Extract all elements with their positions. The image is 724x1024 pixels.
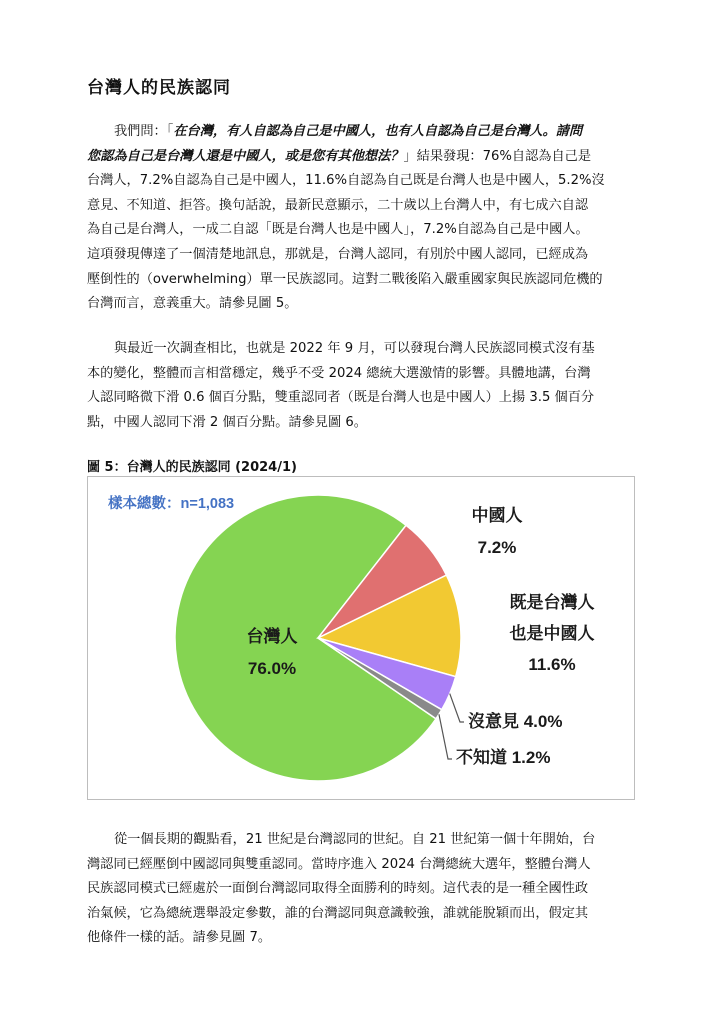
emphasized-question-text: 在台灣，有人自認為自己是中國人，也有人自認為自己是台灣人。請問 [173,124,583,139]
paragraph-line [87,853,639,878]
body-text: 我們問：「 [114,124,174,139]
body-text: 灣認同已經壓倒中國認同與雙重認同。當時序進入 2024 台灣總統大選年，整體台灣人 [87,856,591,872]
body-text: 人認同略微下滑 0.6 個百分點，雙重認同者（既是台灣人也是中國人）上揚 3.5 個百分 [87,390,595,406]
figure-5-pie-chart [87,476,635,800]
leader-line-no-opinion [450,694,464,722]
emphasized-question-text: 您認為自己是台灣人還是中國人，或是您有其他想法？ [87,148,404,164]
body-text: 他條件一樣的話。請參見圖 7。 [87,930,272,946]
pie-label-2-line-1: 也是中國人 [509,624,595,643]
pie-slices [175,495,461,781]
body-text: 為自己是台灣人，一成二自認「既是台灣人也是中國人」，7.2%自認為自己是中國人。 [87,222,589,238]
section-heading: 台灣人的民族認同 [87,78,231,98]
paragraph-line [87,926,639,951]
body-text: 這項發現傳達了一個清楚地訊息，那就是，台灣人認同，有別於中國人認同，已經成為 [87,246,589,262]
paragraph-line [87,218,639,243]
figure-caption: 圖 5：台灣人的民族認同 (2024/1) [87,460,297,475]
body-text: 從一個長期的觀點看，21 世紀是台灣認同的世紀。自 21 世紀第一個十年開始，台 [114,832,596,847]
body-text: 治氣候，它為總統選舉設定參數，誰的台灣認同與意識較強，誰就能脫穎而出，假定其 [87,905,589,921]
body-text: 」結果發現：76%自認為自己是 [403,148,592,164]
sample-size-label: 樣本總數：n=1,083 [108,496,235,512]
body-text: 民族認同模式已經處於一面倒台灣認同取得全面勝利的時刻。這代表的是一種全國性政 [87,881,589,897]
paragraph-line [87,337,639,362]
paragraph-2 [87,337,639,435]
pie-label-2-line-2: 11.6% [528,655,576,674]
paragraph-line [87,411,639,436]
pie-label-4-line-0: 不知道 1.2% [456,748,551,767]
paragraph-line [87,268,639,293]
pie-label-1-line-0: 中國人 [471,506,523,525]
body-text: 本的變化，整體而言相當穩定，幾乎不受 2024 總統大選激情的影響。具體地講，台灣 [87,365,591,381]
paragraph-line [87,194,639,219]
paragraph-1 [87,120,639,317]
body-text: 台灣人，7.2%自認為自己是中國人，11.6%自認為自己既是台灣人也是中國人，5.2%沒 [87,173,605,189]
pie-label-0-line-0: 台灣人 [246,627,298,646]
paragraph-line [87,828,639,853]
body-text: 點，中國人認同下滑 2 個百分點。請參見圖 6。 [87,414,367,430]
body-text: 與最近一次調查相比，也就是 2022 年 9 月，可以發現台灣人民族認同模式沒有基 [114,341,595,356]
body-text: 壓倒性的（overwhelming）單一民族認同。這對二戰後陷入嚴重國家與民族認同危機的 [87,271,603,287]
paragraph-line [87,877,639,902]
paragraph-line [87,386,639,411]
paragraph-3 [87,828,639,951]
pie-label-0-line-1: 76.0% [247,659,297,678]
paragraph-line [87,292,639,317]
leader-line-dont-know [439,714,452,759]
pie-label-2-line-0: 既是台灣人 [509,593,595,612]
paragraph-line [87,120,639,145]
pie-label-3-line-0: 沒意見 4.0% [468,712,563,731]
paragraph-line [87,902,639,927]
paragraph-line [87,362,639,387]
body-text: 台灣而言，意義重大。請參見圖 5。 [87,296,298,312]
paragraph-line [87,169,639,194]
body-text: 意見、不知道、拒答。換句話說，最新民意顯示，二十歲以上台灣人中，有七成六自認 [87,197,589,213]
pie-chart-svg [88,477,636,801]
paragraph-line [87,243,639,268]
paragraph-line [87,145,639,170]
pie-label-1-line-1: 7.2% [477,538,517,557]
